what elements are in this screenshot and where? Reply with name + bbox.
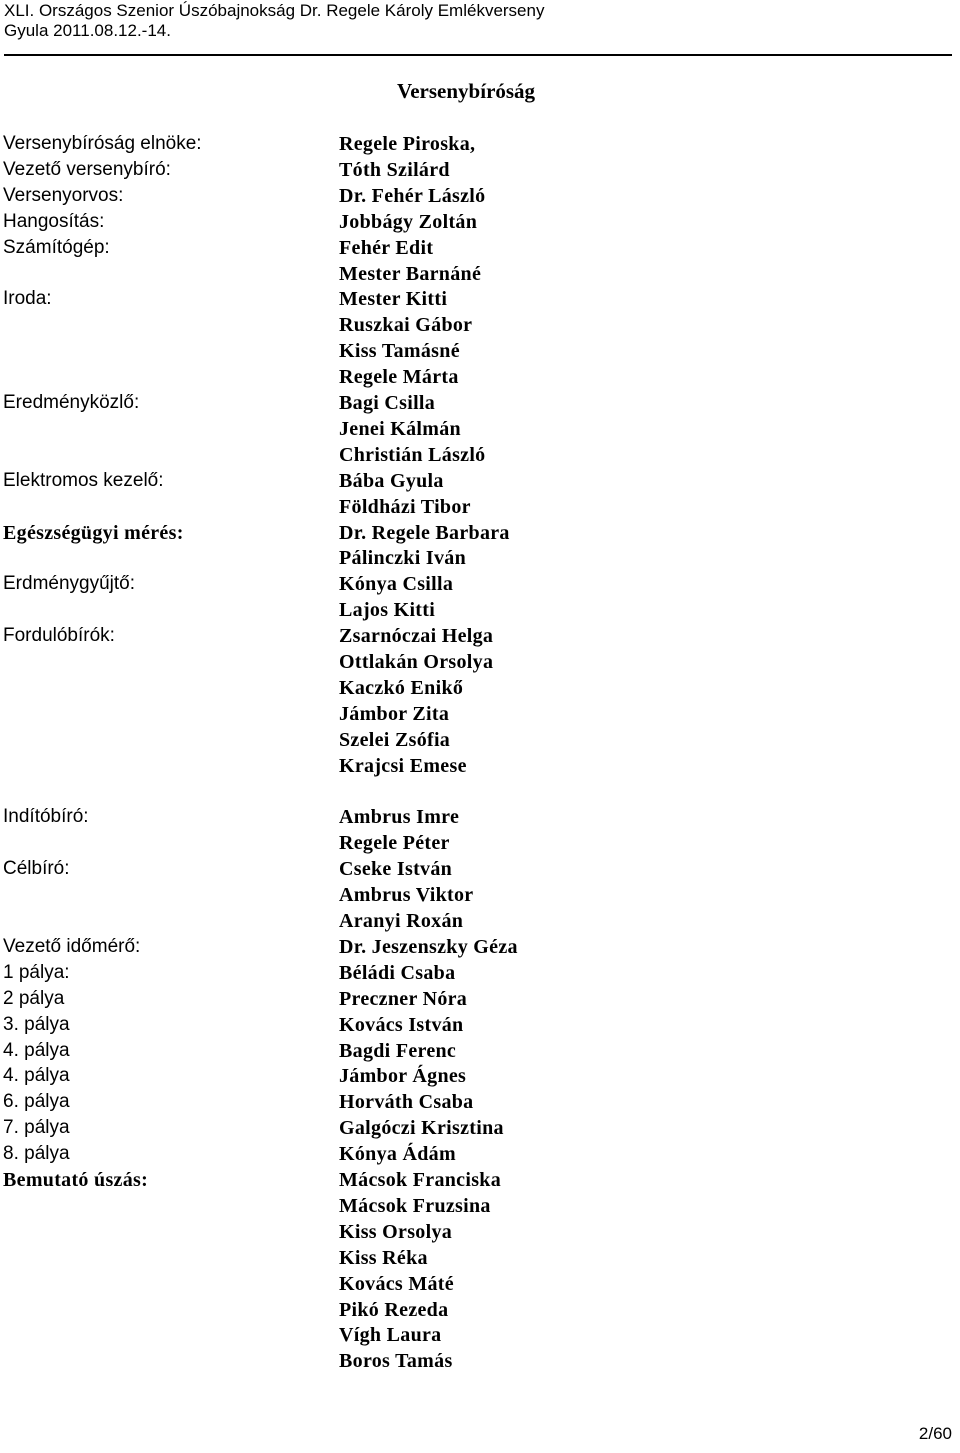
role-label: 7. pálya — [3, 1117, 70, 1139]
role-label: Versenybíróság elnöke: — [3, 133, 202, 154]
official-name: Cseke István — [339, 858, 453, 881]
official-name: Christián László — [339, 443, 486, 466]
section-title: Versenybíróság — [397, 79, 536, 103]
official-name: Jenei Kálmán — [339, 417, 461, 440]
official-name: Pálinczki Iván — [339, 547, 466, 570]
official-name: Ambrus Imre — [339, 806, 460, 829]
role-label: Elektromos kezelő: — [3, 469, 164, 491]
official-name: Krajcsi Emese — [339, 754, 467, 777]
role-label: 8. pálya — [3, 1143, 70, 1165]
official-name: Regele Márta — [339, 366, 459, 389]
official-name: Tóth Szilárd — [339, 158, 450, 181]
official-name: Kovács István — [339, 1013, 464, 1036]
official-name: Jámbor Zita — [339, 702, 450, 725]
official-name: Galgóczi Krisztina — [339, 1117, 504, 1140]
header-subtitle: Gyula 2011.08.12.-14. — [4, 21, 171, 40]
role-label: 4. pálya — [3, 1039, 70, 1061]
official-name: Jámbor Ágnes — [339, 1065, 467, 1088]
official-name: Kónya Csilla — [339, 573, 454, 596]
official-name: Dr. Regele Barbara — [339, 521, 510, 544]
header-rule — [4, 54, 952, 56]
official-name: Szelei Zsófia — [339, 728, 451, 751]
official-name: Kiss Orsolya — [339, 1220, 453, 1243]
role-label: Eredményközlő: — [3, 392, 140, 413]
official-name: Lajos Kitti — [339, 599, 436, 622]
role-label: 6. pálya — [3, 1091, 70, 1113]
official-name: Mácsok Fruzsina — [339, 1194, 491, 1217]
official-name: Mácsok Franciska — [339, 1169, 502, 1191]
role-label: 4. pálya — [3, 1065, 70, 1087]
role-label: Célbíró: — [3, 858, 70, 880]
official-name: Bagi Csilla — [339, 392, 436, 414]
official-name: Béládi Csaba — [339, 961, 456, 984]
header-title: XLI. Országos Szenior Úszóbajnokság Dr. Regele Károly Emlékverseny — [4, 1, 545, 20]
official-name: Mester Barnáné — [339, 262, 482, 285]
role-label: 3. pálya — [3, 1013, 70, 1035]
official-name: Mester Kitti — [339, 288, 448, 311]
role-label: Indítóbíró: — [3, 806, 89, 828]
role-label: Vezető versenybíró: — [3, 158, 171, 180]
role-label: Egészségügyi mérés: — [3, 521, 184, 544]
official-name: Preczner Nóra — [339, 987, 468, 1010]
official-name: Kiss Réka — [339, 1246, 428, 1269]
page-number: 2/60 — [918, 1424, 952, 1443]
role-label: Hangosítás: — [3, 210, 105, 232]
role-label: Bemutató úszás: — [3, 1169, 149, 1191]
role-label: Fordulóbírók: — [3, 625, 115, 647]
official-name: Horváth Csaba — [339, 1091, 474, 1114]
official-name: Vígh Laura — [339, 1324, 442, 1347]
official-name: Dr. Jeszenszky Géza — [339, 935, 518, 958]
official-name: Kónya Ádám — [339, 1143, 456, 1166]
official-name: Ambrus Viktor — [339, 884, 474, 907]
role-label: Erdménygyűjtő: — [3, 573, 136, 595]
official-name: Dr. Fehér László — [339, 184, 486, 207]
official-name: Jobbágy Zoltán — [339, 210, 478, 233]
role-label: 2 pálya — [3, 987, 65, 1009]
official-name: Aranyi Roxán — [339, 910, 464, 932]
official-name: Fehér Edit — [339, 236, 434, 259]
role-label: Vezető időmérő: — [3, 935, 141, 957]
official-name: Bagdi Ferenc — [339, 1039, 457, 1062]
role-label: Iroda: — [3, 288, 52, 310]
role-label: 1 pálya: — [3, 961, 70, 983]
official-name: Ruszkai Gábor — [339, 314, 473, 337]
official-name: Regele Piroska, — [339, 133, 476, 155]
official-name: Kaczkó Enikő — [339, 676, 464, 699]
official-name: Ottlakán Orsolya — [339, 651, 494, 673]
role-label: Számítógép: — [3, 236, 110, 258]
official-name: Boros Tamás — [339, 1350, 453, 1373]
official-name: Zsarnóczai Helga — [339, 625, 494, 648]
official-name: Regele Péter — [339, 832, 450, 855]
official-name: Pikó Rezeda — [339, 1298, 449, 1321]
role-label: Versenyorvos: — [3, 184, 124, 206]
official-name: Kiss Tamásné — [339, 340, 460, 363]
official-name: Kovács Máté — [339, 1272, 454, 1295]
official-name: Bába Gyula — [339, 469, 444, 492]
official-name: Földházi Tibor — [339, 495, 471, 518]
